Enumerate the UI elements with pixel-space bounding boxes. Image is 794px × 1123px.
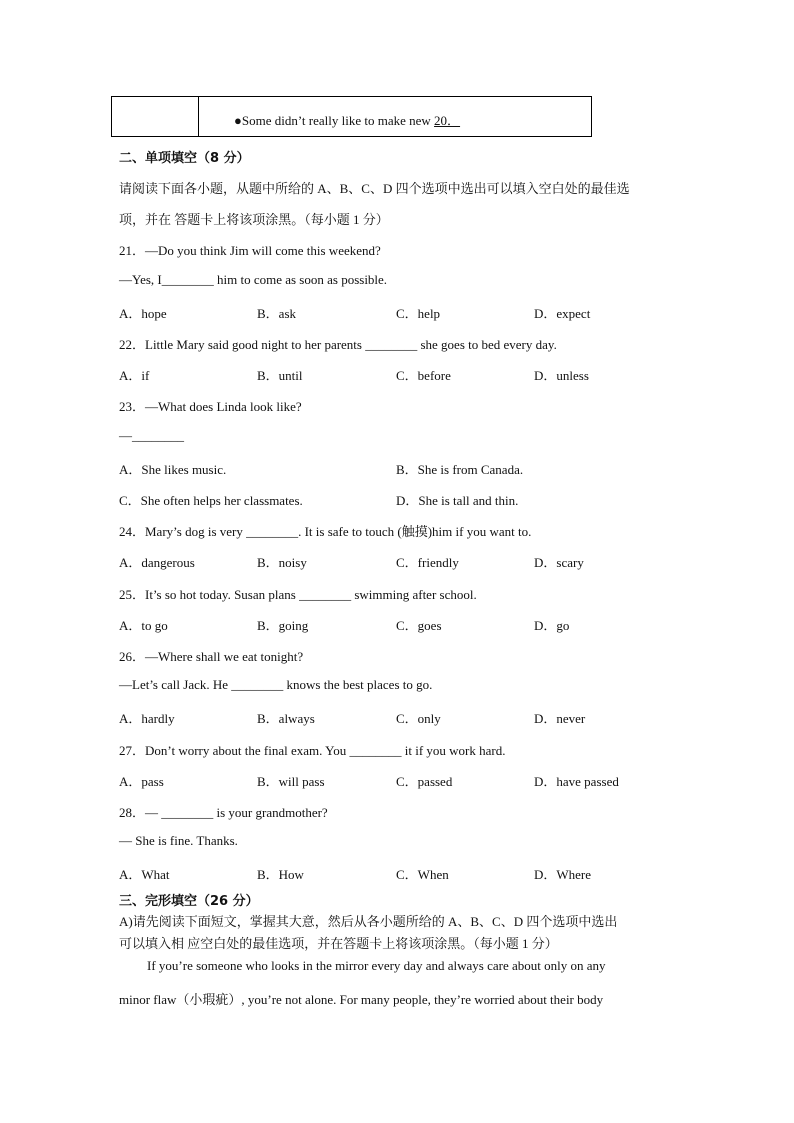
option-a: A．dangerous bbox=[119, 555, 195, 570]
question-23-options-row2 bbox=[119, 490, 679, 508]
option-a: A．hope bbox=[119, 306, 167, 321]
option-a: A．hardly bbox=[119, 711, 175, 726]
option-c: C．When bbox=[396, 867, 449, 882]
question-28-response: — She is fine. Thanks. bbox=[119, 833, 238, 848]
answer-table-row bbox=[111, 96, 592, 137]
table-text-prefix: ●Some didn’t really like to make new bbox=[234, 113, 435, 128]
question-27-stem: 27．Don’t worry about the final exam. You ________ it if you work hard. bbox=[119, 743, 506, 758]
table-cell-right bbox=[199, 97, 591, 136]
option-d: D．scary bbox=[534, 555, 584, 570]
section3-instruction-line2: 可以填入相 应空白处的最佳选项，并在答题卡上将该项涂黑。（每小题 1 分） bbox=[119, 936, 558, 951]
question-22-stem: 22．Little Mary said good night to her parents ________ she goes to bed every day. bbox=[119, 337, 557, 352]
table-text bbox=[234, 110, 460, 129]
option-c: C．friendly bbox=[396, 555, 459, 570]
option-c: C．before bbox=[396, 368, 451, 383]
option-c: C．passed bbox=[396, 774, 453, 789]
option-d: D．Where bbox=[534, 867, 592, 882]
option-c: C．She often helps her classmates. bbox=[119, 493, 303, 508]
question-24-options bbox=[119, 552, 679, 570]
question-26-stem: 26．—Where shall we eat tonight? bbox=[119, 649, 304, 664]
question-23-response: —________ bbox=[119, 428, 184, 443]
section2-heading: 二、单项填空（8 分） bbox=[119, 151, 250, 166]
option-a: A．pass bbox=[119, 774, 164, 789]
option-b: B．She is from Canada. bbox=[396, 462, 524, 477]
question-24-stem: 24．Mary’s dog is very ________. It is safe to touch (触摸)him if you want to. bbox=[119, 524, 532, 539]
option-b: B．noisy bbox=[257, 555, 307, 570]
section3-instruction-line1: A)请先阅读下面短文，掌握其大意，然后从各小题所给的 A、B、C、D 四个选项中选出 bbox=[119, 914, 618, 929]
option-b: B．ask bbox=[257, 306, 297, 321]
question-28-options bbox=[119, 864, 679, 882]
option-c: C．only bbox=[396, 711, 441, 726]
question-21-options bbox=[119, 303, 679, 321]
question-28-stem: 28．— ________ is your grandmother? bbox=[119, 805, 328, 820]
table-cell-left bbox=[112, 97, 199, 136]
table-blank-20: 20． bbox=[434, 113, 461, 128]
option-c: C．goes bbox=[396, 618, 442, 633]
option-b: B．How bbox=[257, 867, 304, 882]
option-b: B．will pass bbox=[257, 774, 325, 789]
option-a: A．What bbox=[119, 867, 170, 882]
option-d: D．She is tall and thin. bbox=[396, 493, 519, 508]
section3-heading: 三、完形填空（26 分） bbox=[119, 894, 259, 909]
question-25-options bbox=[119, 615, 679, 633]
option-d: D．have passed bbox=[534, 774, 619, 789]
question-21-stem: 21．—Do you think Jim will come this weekend? bbox=[119, 243, 381, 258]
passage-line2: minor flaw（小瑕疵）, you’re not alone. For many people, they’re worried about their body bbox=[119, 992, 604, 1007]
question-23-stem: 23．—What does Linda look like? bbox=[119, 399, 302, 414]
question-22-options bbox=[119, 365, 679, 383]
option-a: A．if bbox=[119, 368, 150, 383]
passage-line1: If you’re someone who looks in the mirror every day and always care about only on any bbox=[147, 958, 606, 973]
section2-instruction-line2: 项，并在 答题卡上将该项涂黑。（每小题 1 分） bbox=[119, 212, 389, 227]
option-b: B．always bbox=[257, 711, 315, 726]
option-d: D．never bbox=[534, 711, 586, 726]
option-c: C．help bbox=[396, 306, 441, 321]
question-27-options bbox=[119, 771, 679, 789]
option-d: D．expect bbox=[534, 306, 591, 321]
question-23-options-row1 bbox=[119, 459, 679, 477]
option-d: D．go bbox=[534, 618, 570, 633]
section2-instruction-line1: 请阅读下面各小题，从题中所给的 A、B、C、D 四个选项中选出可以填入空白处的最佳选 bbox=[119, 181, 630, 196]
question-25-stem: 25．It’s so hot today. Susan plans ________ swimming after school. bbox=[119, 587, 477, 602]
option-b: B．until bbox=[257, 368, 303, 383]
option-b: B．going bbox=[257, 618, 309, 633]
option-a: A．She likes music. bbox=[119, 462, 227, 477]
question-26-options bbox=[119, 708, 679, 726]
question-26-response: —Let’s call Jack. He ________ knows the best places to go. bbox=[119, 677, 433, 692]
option-a: A．to go bbox=[119, 618, 168, 633]
option-d: D．unless bbox=[534, 368, 589, 383]
question-21-response: —Yes, I________ him to come as soon as possible. bbox=[119, 272, 388, 287]
